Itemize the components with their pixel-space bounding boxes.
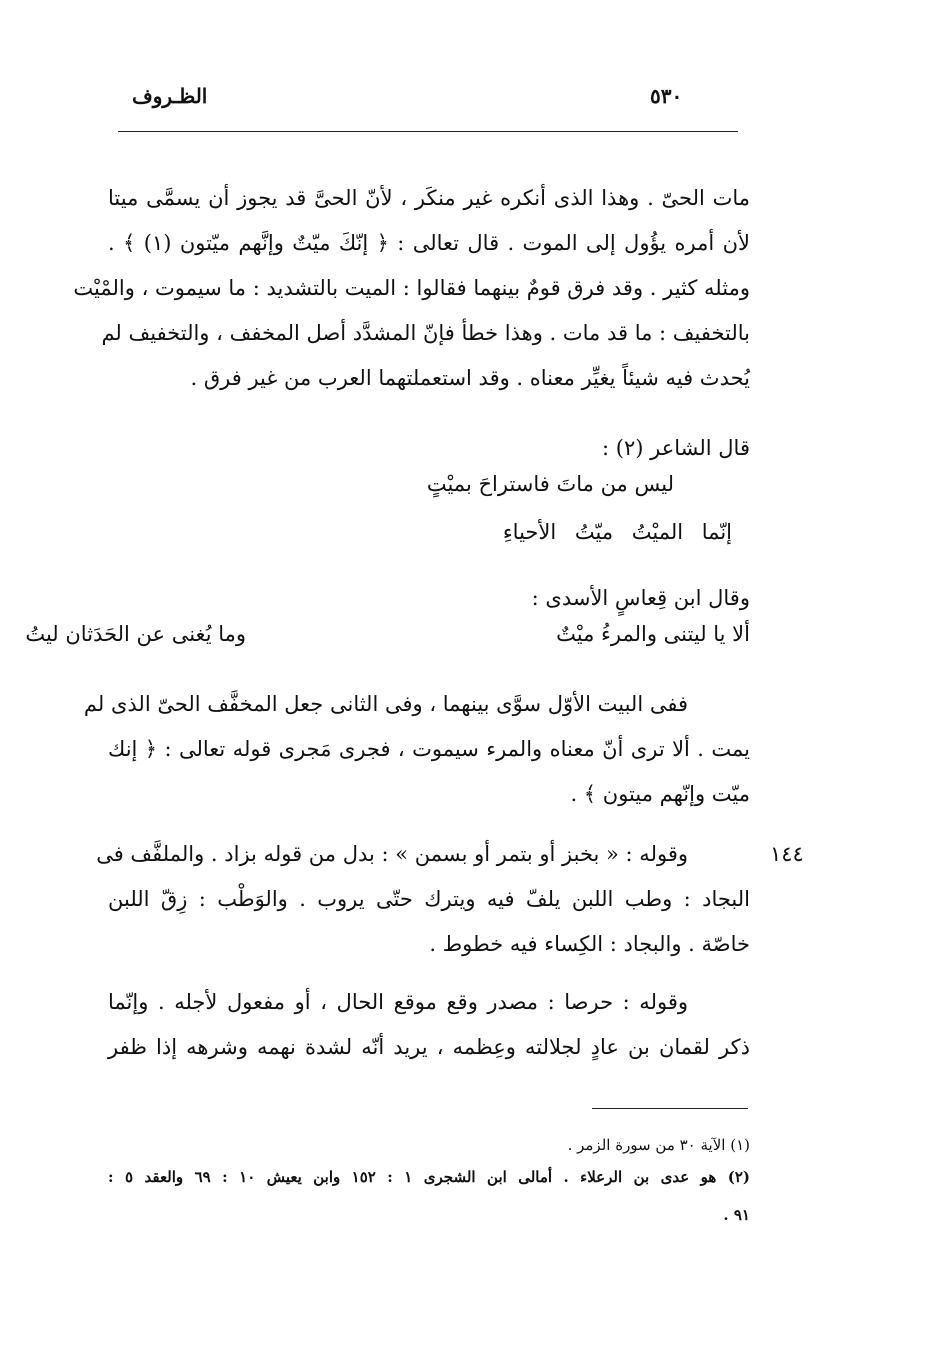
header-rule	[118, 131, 738, 132]
text-line: بالتخفيف : ما قد مات . وهذا خطأ فإنّ المشدَّد أصل المخفف ، والتخفيف لم	[101, 321, 750, 345]
running-title: الظـروف	[132, 84, 208, 108]
text-line: ففى البيت الأوّل سوَّى بينهما ، وفى الثانى جعل المخفَّف الحىّ الذى لم	[83, 692, 688, 716]
text-line: وقوله : حرصا : مصدر وقع موقع الحال ، أو مفعول لأجله . وإنّما	[108, 990, 688, 1014]
footnote-rule	[592, 1108, 748, 1109]
poet-2-intro: وقال ابن قِعاسٍ الأسدى :	[531, 586, 750, 610]
text-line: ذكر لقمان بن عادٍ لجلالته وعِظمه ، يريد أنّه لشدة نهمه وشرهه إذا ظفر	[108, 1035, 750, 1059]
text-line: يمت . ألا ترى أنّ معناه والمرء سيموت ، فجرى مَجرى قوله تعالى : ﴿ إنك	[108, 737, 750, 761]
paragraph-2	[83, 682, 750, 817]
text-line: البجاد : وطب اللبن يلفّ فيه ويترك حتّى يروب . والوَطْب : زِقّ اللبن	[108, 887, 750, 911]
verse-2-second-hemistich: وما يُغنى عن الحَدَثان ليتُ	[25, 622, 246, 646]
footnote-1: (١) الآية ٣٠ من سورة الزمر .	[567, 1136, 750, 1154]
margin-reference-number: ١٤٤	[770, 842, 804, 866]
text-line: مات الحىّ . وهذا الذى أنكره غير منكَر ، لأنّ الحىَّ قد يجوز أن يسمَّى ميتا	[108, 186, 750, 210]
page-number: ٥٣٠	[650, 84, 683, 108]
text-line: ميّت وإنّهم ميتون ﴾ .	[570, 782, 750, 806]
verse-1-first-hemistich: ليس من ماتَ فاستراحَ بميْتٍ	[426, 472, 674, 496]
verse-1-second-hemistich: إنّما الميْتُ ميّتُ الأحياءِ	[502, 520, 732, 544]
poet-intro: قال الشاعر (٢) :	[602, 436, 750, 460]
footnote-2-continuation: ٩١ .	[723, 1206, 750, 1224]
paragraph-1	[73, 176, 750, 401]
text-line: لأن أمره يؤُول إلى الموت . قال تعالى : ﴿ إنّكَ ميّتٌ وإنَّهم ميّتون (١) ﴾ .	[108, 231, 750, 255]
text-line: وقوله : « بخبز أو بتمر أو بسمن » : بدل من قوله بزاد . والملفَّف فى	[96, 842, 688, 866]
text-line: ومثله كثير . وقد فرق قومٌ بينهما فقالوا : الميت بالتشديد : ما سيموت ، والمْيْت	[73, 276, 750, 300]
paragraph-4	[108, 980, 750, 1070]
verse-2-first-hemistich: ألا يا ليتنى والمرءُ ميْتٌ	[556, 622, 750, 646]
footnote-2: (٢) هو عدى بن الرعلاء . أمالى ابن الشجرى ١ : ١٥٢ وابن يعيش ١٠ : ٦٩ والعقد ٥ :	[108, 1168, 750, 1186]
text-line: يُحدث فيه شيئاً يغيِّر معناه . وقد استعملتهما العرب من غير فرق .	[190, 366, 750, 390]
text-line: خاصّة . والبجاد : الكِساء فيه خطوط .	[429, 932, 750, 956]
paragraph-3	[96, 832, 750, 967]
